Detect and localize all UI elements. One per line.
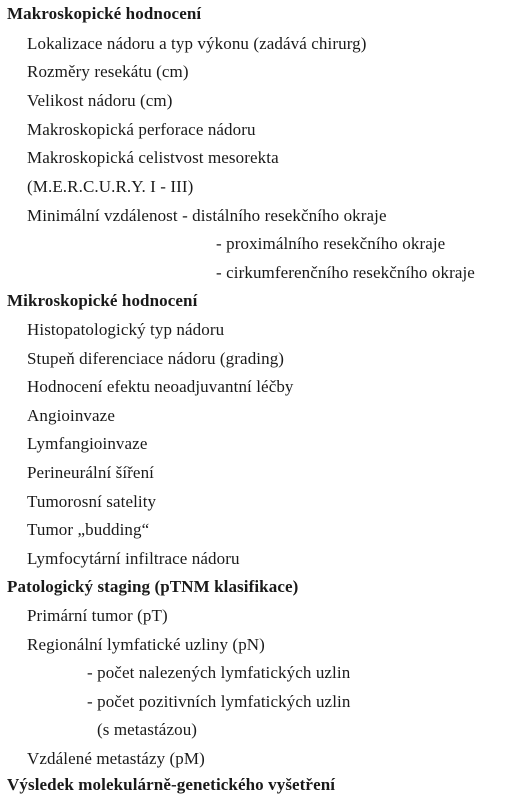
list-item: Histopatologický typ nádoru	[27, 320, 225, 339]
list-item: Rozměry resekátu (cm)	[27, 62, 189, 81]
list-subitem: - počet nalezených lymfatických uzlin	[87, 663, 351, 682]
list-item: Velikost nádoru (cm)	[27, 91, 173, 110]
list-item: Lymfangioinvaze	[27, 434, 148, 453]
list-item: Stupeň diferenciace nádoru (grading)	[27, 349, 285, 368]
list-item: Vzdálené metastázy (pM)	[27, 749, 205, 768]
list-item: Perineurální šíření	[27, 463, 155, 482]
section-heading-microscopic: Mikroskopické hodnocení	[7, 291, 198, 310]
list-item: Tumor „budding“	[27, 520, 150, 539]
list-item: Lymfocytární infiltrace nádoru	[27, 549, 240, 568]
list-item: Tumorosní satelity	[27, 492, 157, 511]
list-subitem: - cirkumferenčního resekčního okraje	[216, 263, 475, 282]
list-item: Makroskopická perforace nádoru	[27, 120, 256, 139]
list-item: Regionální lymfatické uzliny (pN)	[27, 635, 265, 654]
section-heading-macroscopic: Makroskopické hodnocení	[7, 4, 202, 23]
list-subitem: - počet pozitivních lymfatických uzlin	[87, 692, 351, 711]
list-item: (M.E.R.C.U.R.Y. I - III)	[27, 177, 194, 196]
list-item: Primární tumor (pT)	[27, 606, 168, 625]
list-subitem: (s metastázou)	[97, 720, 198, 739]
list-item: Hodnocení efektu neoadjuvantní léčby	[27, 377, 294, 396]
section-heading-staging: Patologický staging (pTNM klasifikace)	[7, 577, 299, 596]
list-item: Makroskopická celistvost mesorekta	[27, 148, 279, 167]
list-item: Angioinvaze	[27, 406, 115, 425]
list-subitem: - proximálního resekčního okraje	[216, 234, 446, 253]
list-item: Lokalizace nádoru a typ výkonu (zadává chirurg)	[27, 34, 367, 53]
list-item: Minimální vzdálenost - distálního resekčního okraje	[27, 206, 387, 225]
section-heading-molecular: Výsledek molekulárně-genetického vyšetření	[7, 775, 336, 794]
